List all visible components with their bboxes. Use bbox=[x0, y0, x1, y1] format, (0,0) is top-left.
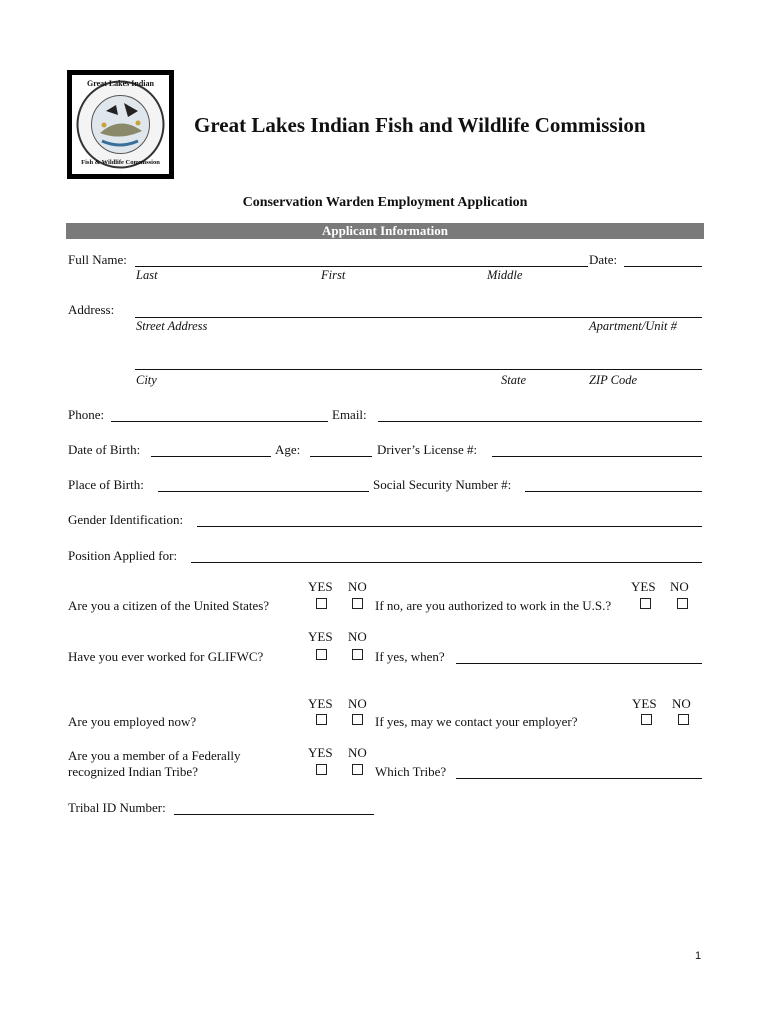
which-tribe-field[interactable] bbox=[456, 778, 702, 779]
ssn-field[interactable] bbox=[525, 491, 702, 492]
authorized-question: If no, are you authorized to work in the U.S.? bbox=[375, 598, 612, 613]
contact-employer-yes-header: YES bbox=[632, 696, 657, 711]
employed-yes-checkbox[interactable] bbox=[316, 714, 327, 725]
tribe-member-question-line1: Are you a member of a Federally bbox=[68, 748, 241, 763]
age-label: Age: bbox=[275, 442, 301, 457]
commission-logo bbox=[67, 70, 174, 179]
citizen-question: Are you a citizen of the United States? bbox=[68, 598, 270, 613]
date-label: Date: bbox=[589, 252, 618, 267]
phone-field[interactable] bbox=[111, 421, 328, 422]
position-field[interactable] bbox=[191, 562, 702, 563]
gender-field[interactable] bbox=[197, 526, 702, 527]
employed-question: Are you employed now? bbox=[68, 714, 197, 729]
citizen-no-checkbox[interactable] bbox=[352, 598, 363, 609]
dob-field[interactable] bbox=[151, 456, 271, 457]
authorized-yes-header: YES bbox=[631, 579, 656, 594]
contact-employer-no-checkbox[interactable] bbox=[678, 714, 689, 725]
which-tribe-label: Which Tribe? bbox=[375, 764, 447, 779]
last-name-caption: Last bbox=[136, 268, 158, 282]
when-field[interactable] bbox=[456, 663, 702, 664]
drivers-license-label: Driver’s License #: bbox=[377, 442, 478, 457]
street-address-caption: Street Address bbox=[136, 319, 208, 333]
street-address-field[interactable] bbox=[135, 317, 702, 318]
when-label: If yes, when? bbox=[375, 649, 445, 664]
tribe-no-checkbox[interactable] bbox=[352, 764, 363, 775]
tribe-yes-header: YES bbox=[308, 745, 333, 760]
citizen-yes-header: YES bbox=[308, 579, 333, 594]
contact-employer-yes-checkbox[interactable] bbox=[641, 714, 652, 725]
address-label: Address: bbox=[68, 302, 115, 317]
worked-question: Have you ever worked for GLIFWC? bbox=[68, 649, 264, 664]
worked-no-checkbox[interactable] bbox=[352, 649, 363, 660]
worked-no-header: NO bbox=[348, 629, 367, 644]
authorized-yes-checkbox[interactable] bbox=[640, 598, 651, 609]
drivers-license-field[interactable] bbox=[492, 456, 702, 457]
citizen-no-header: NO bbox=[348, 579, 367, 594]
logo-seal bbox=[72, 75, 169, 174]
tribe-yes-checkbox[interactable] bbox=[316, 764, 327, 775]
full-name-field[interactable] bbox=[135, 266, 588, 267]
position-label: Position Applied for: bbox=[68, 548, 178, 563]
email-field[interactable] bbox=[378, 421, 702, 422]
tribal-id-field[interactable] bbox=[174, 814, 374, 815]
tribe-no-header: NO bbox=[348, 745, 367, 760]
employed-no-header: NO bbox=[348, 696, 367, 711]
page-number: 1 bbox=[695, 950, 702, 962]
gender-label: Gender Identification: bbox=[68, 512, 184, 527]
employed-no-checkbox[interactable] bbox=[352, 714, 363, 725]
employed-yes-header: YES bbox=[308, 696, 333, 711]
contact-employer-question: If yes, may we contact your employer? bbox=[375, 714, 578, 729]
place-of-birth-label: Place of Birth: bbox=[68, 477, 144, 492]
ssn-label: Social Security Number #: bbox=[373, 477, 512, 492]
dob-label: Date of Birth: bbox=[68, 442, 141, 457]
phone-label: Phone: bbox=[68, 407, 105, 422]
email-label: Email: bbox=[332, 407, 367, 422]
middle-name-caption: Middle bbox=[487, 268, 523, 282]
city-state-zip-field[interactable] bbox=[135, 369, 702, 370]
age-field[interactable] bbox=[310, 456, 372, 457]
worked-yes-checkbox[interactable] bbox=[316, 649, 327, 660]
full-name-label: Full Name: bbox=[68, 252, 127, 267]
place-of-birth-field[interactable] bbox=[158, 491, 369, 492]
authorized-no-header: NO bbox=[670, 579, 689, 594]
apartment-caption: Apartment/Unit # bbox=[589, 319, 677, 333]
section-header: Applicant Information bbox=[66, 223, 704, 239]
logo-text-bottom: Fish & Wildlife Commission bbox=[81, 159, 160, 166]
logo-text-top: Great Lakes Indian bbox=[87, 79, 154, 88]
worked-yes-header: YES bbox=[308, 629, 333, 644]
citizen-yes-checkbox[interactable] bbox=[316, 598, 327, 609]
tribal-id-label: Tribal ID Number: bbox=[68, 800, 166, 815]
state-caption: State bbox=[501, 373, 526, 387]
tribe-member-question-line2: recognized Indian Tribe? bbox=[68, 764, 198, 779]
authorized-no-checkbox[interactable] bbox=[677, 598, 688, 609]
page-title: Great Lakes Indian Fish and Wildlife Commission bbox=[194, 113, 646, 137]
first-name-caption: First bbox=[321, 268, 346, 282]
zip-caption: ZIP Code bbox=[589, 373, 638, 387]
form-subtitle: Conservation Warden Employment Application bbox=[242, 195, 528, 210]
date-field[interactable] bbox=[624, 266, 702, 267]
contact-employer-no-header: NO bbox=[672, 696, 691, 711]
city-caption: City bbox=[136, 373, 157, 387]
